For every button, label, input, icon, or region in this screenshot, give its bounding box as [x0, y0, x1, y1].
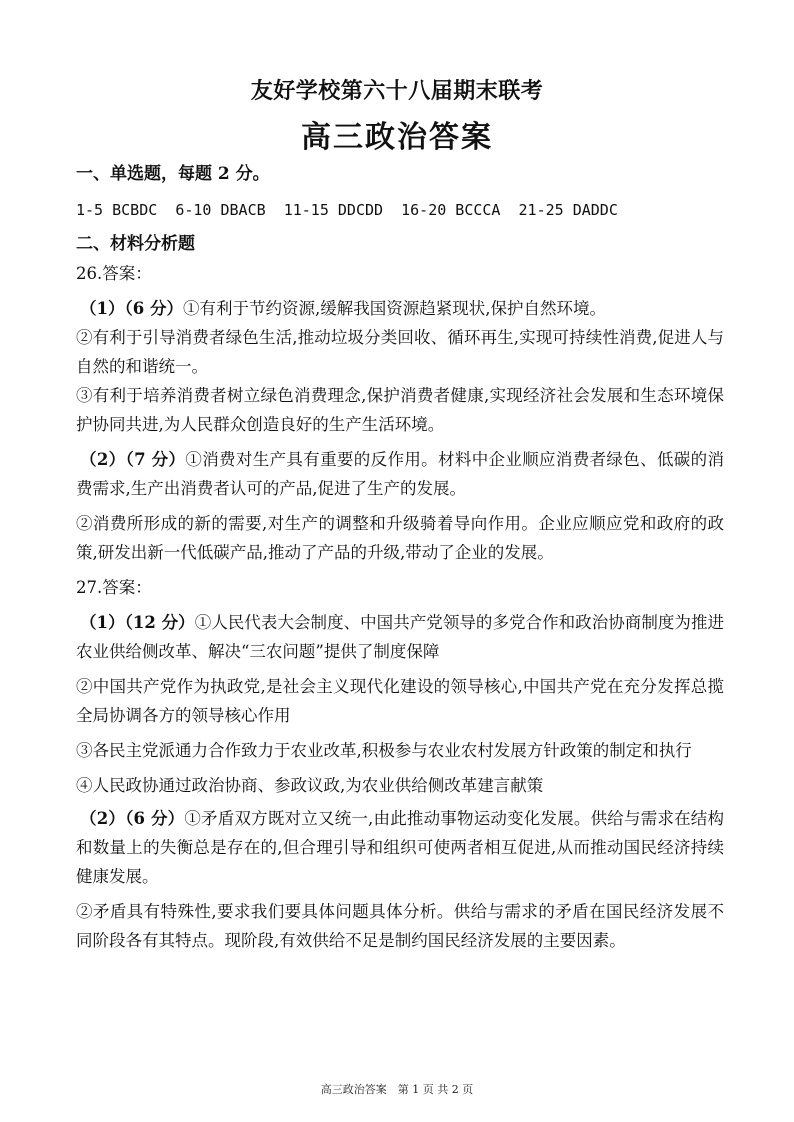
q27-part2-first-point [76, 804, 724, 891]
q26-part2-p1: ①消费对生产具有重要的反作用。材料中企业顺应消费者绿色、低碳的消费需求,生产出消费者认可的产品,促进了生产的发展。 [76, 450, 724, 498]
q26-part1-p1: ①有利于节约资源,缓解我国资源趋紧现状,保护自然环境。 [182, 299, 606, 318]
school-title: 友好学校第六十八届期末联考 [250, 78, 544, 104]
q27-part2-p1: ①矛盾双方既对立又统一,由此推动事物运动变化发展。供给与需求在结构和数量上的失衡总是存在的,但合理引导和组织可使两者相互促进,从而推动国民经济持续健康发展。 [76, 809, 724, 886]
q27-part2-p2: ②矛盾具有特殊性,要求我们要具体问题具体分析。供给与需求的矛盾在国民经济发展不同阶段各有其特点。现阶段,有效供给不足是制约国民经济发展的主要因素。 [76, 902, 724, 950]
page-footer: 高三政治答案 第 1 页 共 2 页 [320, 1083, 474, 1096]
q27-part1-p2: ②中国共产党作为执政党,是社会主义现代化建设的领导核心,中国共产党在充分发挥总揽全局协调各方的领导核心作用 [76, 677, 724, 725]
q27-part1-p3: ③各民主党派通力合作致力于农业改革,积极参与农业农村发展方针政策的制定和执行 [76, 741, 692, 760]
answer-content [76, 160, 724, 955]
q26-part1-first-point [76, 294, 724, 323]
q26-part1-p2: ②有利于引导消费者绿色生活,推动垃圾分类回收、循环再生,实现可持续性消费,促进人与自然的和谐统一。 [76, 328, 724, 376]
q26-part1-tag: （1）（6 分） [80, 299, 183, 318]
q27-part1-p4: ④人民政协通过政治协商、参政议政,为农业供给侧改革建言献策 [76, 776, 544, 795]
q26-part2-tag: （2）（7 分） [80, 450, 186, 469]
q27-part1-tag: （1）（12 分） [80, 613, 195, 632]
q26-part1-p3: ③有利于培养消费者树立绿色消费理念,保护消费者健康,实现经济社会发展和生态环境保护协同共进,为人民群众创造良好的生产生活环境。 [76, 386, 724, 434]
section2-heading: 二、材料分析题 [76, 234, 195, 254]
q26-part2-p2: ②消费所形成的新的需要,对生产的调整和升级骑着导向作用。企业应顺应党和政府的政策,研发出新一代低碳产品,推动了产品的升级,带动了企业的发展。 [76, 514, 724, 562]
section1-heading: 一、单选题，每题 2 分。 [76, 164, 270, 184]
question-26-label: 26.答案： [76, 264, 152, 283]
q27-part1-first-point [76, 608, 724, 666]
q26-part2-first-point [76, 445, 724, 503]
question-27-label: 27.答案： [76, 578, 152, 597]
q27-part1-p1: ①人民代表大会制度、中国共产党领导的多党合作和政治协商制度为推进农业供给侧改革、解决“三农问题”提供了制度保障 [76, 613, 725, 661]
multiple-choice-answers: 1-5 BCBDC 6-10 DBACB 11-15 DDCDD 16-20 BCCCA 21-25 DADDC [76, 201, 618, 219]
q27-part2-tag: （2）（6 分） [80, 809, 185, 828]
subject-title: 高三政治答案 [301, 120, 493, 155]
